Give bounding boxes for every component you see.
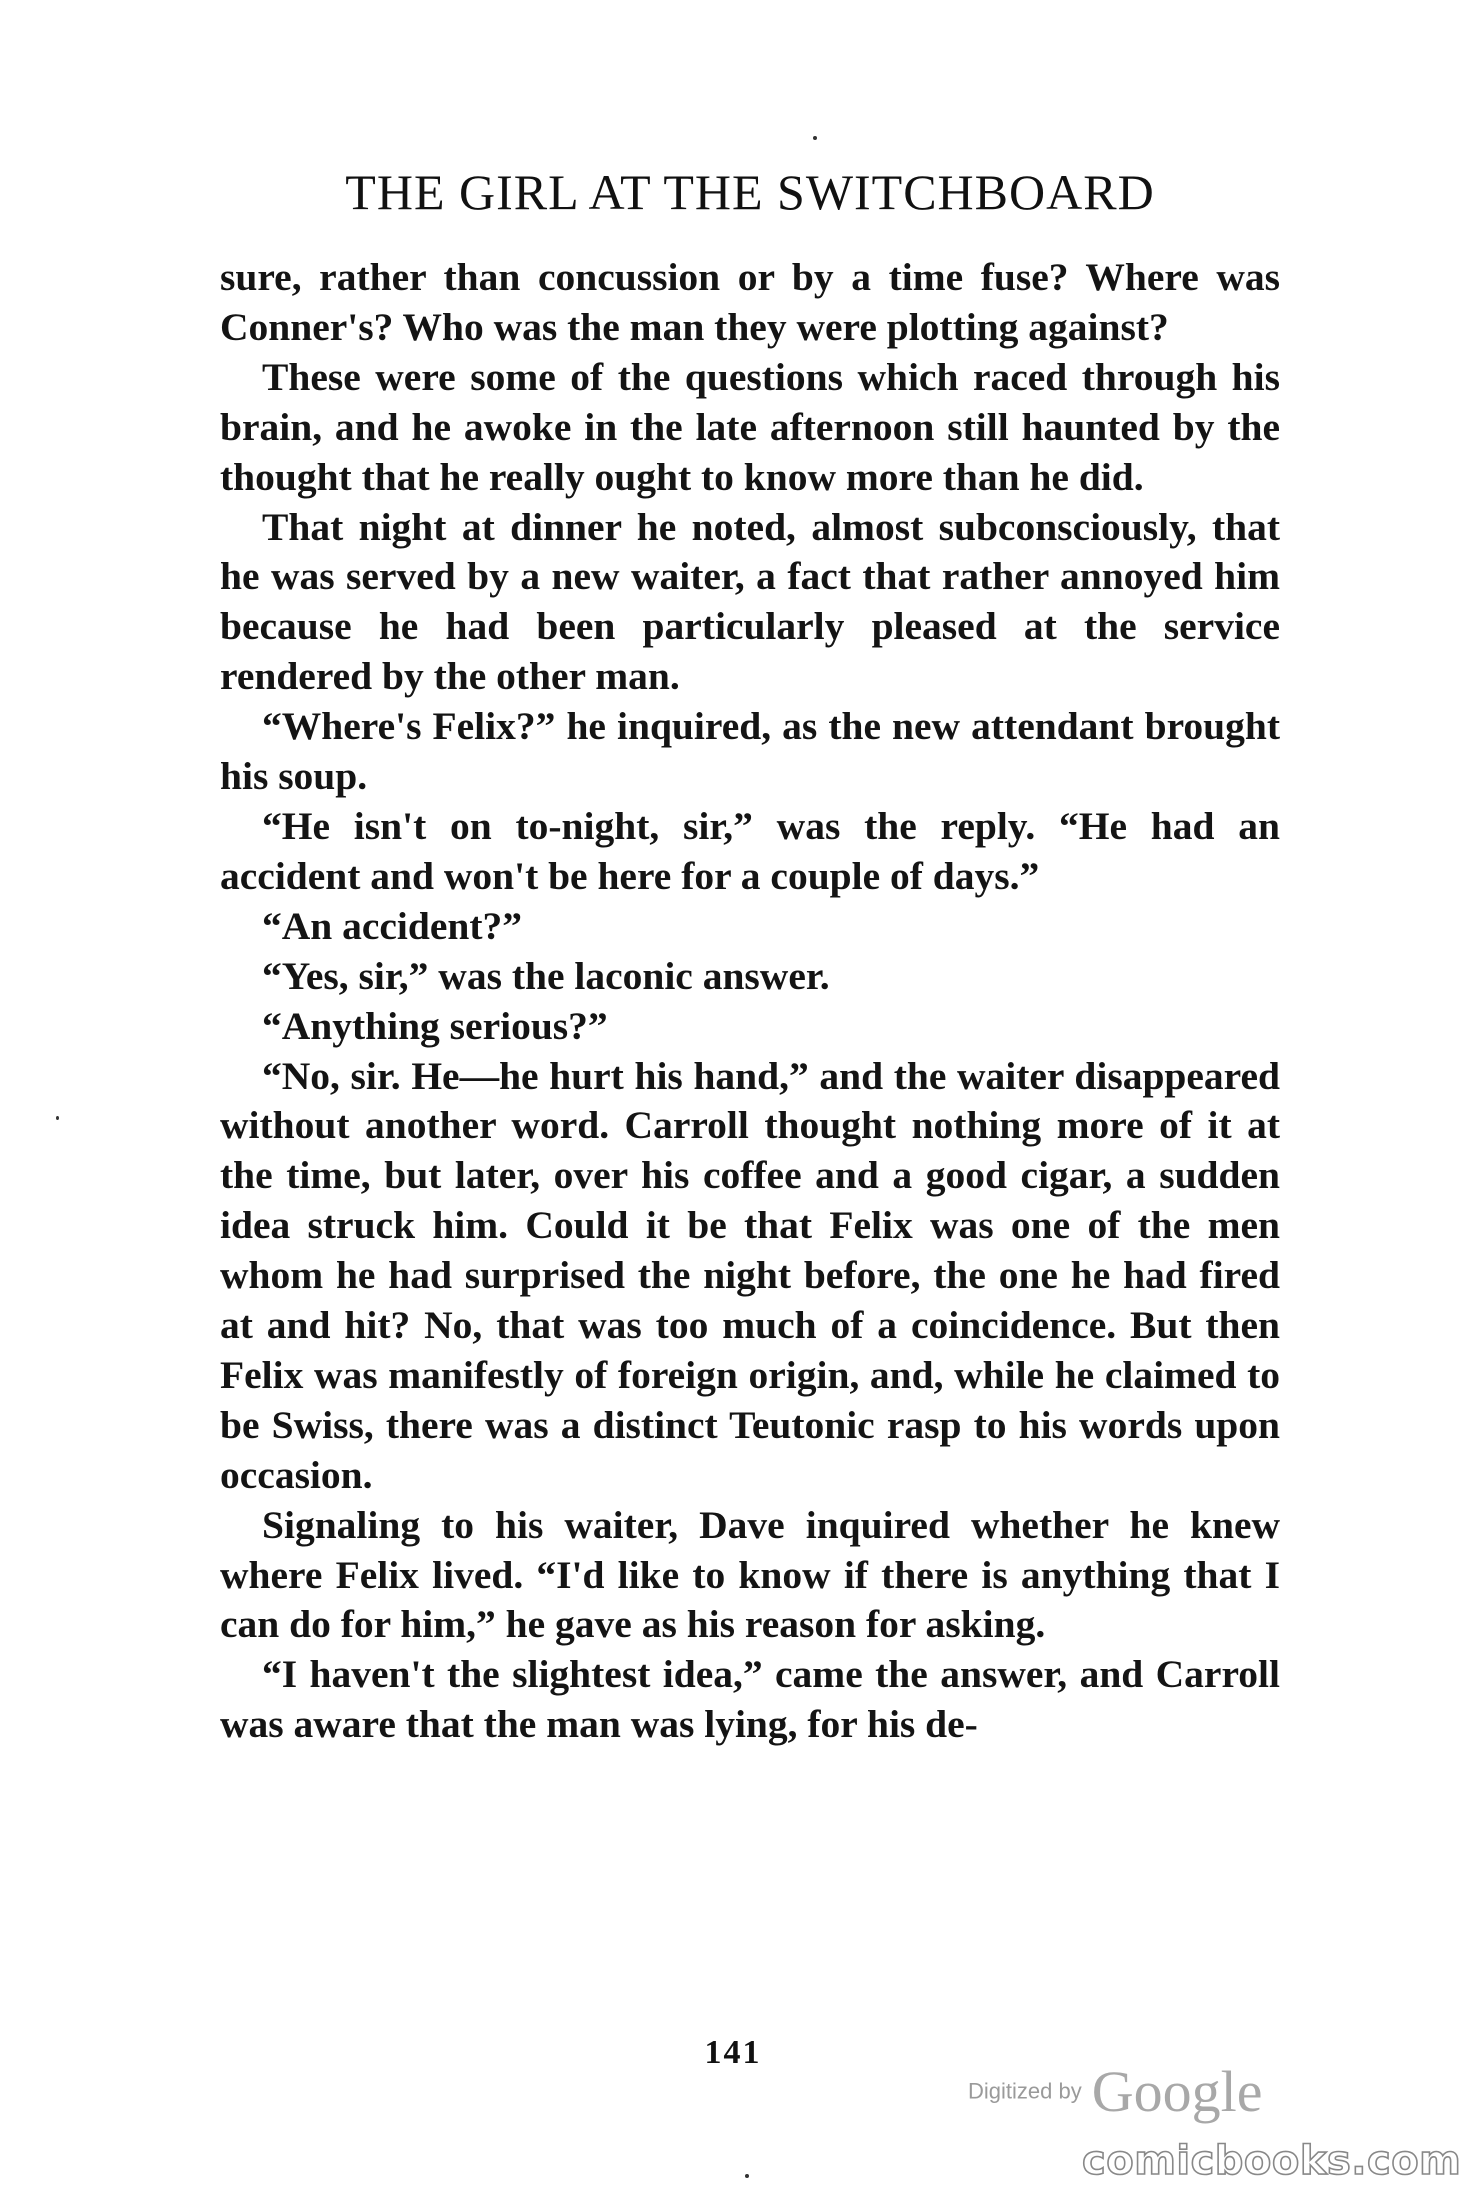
google-logo: Google	[1091, 2059, 1263, 2124]
digitized-prefix: Digitized by	[968, 2078, 1082, 2104]
page-number: 141	[704, 2034, 762, 2071]
paragraph: That night at dinner he noted, almost subconsciously, that he was served by a new waiter, a fact that rather annoyed him because he had been particularly pleased at the service rendered by the other man.	[220, 504, 1280, 699]
paragraph: These were some of the questions which raced through his brain, and he awoke in the late afternoon still haunted by the thought that he really ought to know more than he did.	[220, 354, 1280, 499]
digitized-by-google-mark	[968, 2058, 1262, 2125]
print-speck	[813, 136, 817, 140]
body-text	[220, 253, 1280, 1750]
paragraph: “Where's Felix?” he inquired, as the new attendant brought his soup.	[220, 704, 1280, 799]
paragraph: Signaling to his waiter, Dave inquired whether he knew where Felix lived. “I'd like to know if there is anything that I can do for him,” he gave as his reason for asking.	[220, 1502, 1280, 1647]
print-speck	[745, 2174, 749, 2178]
paragraph: “Anything serious?”	[262, 1003, 608, 1048]
paragraph: sure, rather than concussion or by a time fuse? Where was Conner's? Who was the man they were plotting against?	[220, 255, 1280, 349]
site-watermark: comicbooks.com	[1082, 2138, 1462, 2184]
paragraph: “No, sir. He—he hurt his hand,” and the waiter disappeared without another word. Carroll thought nothing more of it at the time, but later, over his coffee and a good cigar, a sudden idea struck him. Could it be that Felix was one of the men whom he had surprised the night before, the one he had fired at and hit? No, that was too much of a coincidence. But then Felix was manifestly of foreign origin, and, while he claimed to be Swiss, there was a distinct Teutonic rasp to his words upon occasion.	[220, 1053, 1280, 1497]
paragraph: “Yes, sir,” was the laconic answer.	[262, 953, 830, 998]
paragraph: “He isn't on to-night, sir,” was the reply. “He had an accident and won't be here for a couple of days.”	[220, 803, 1280, 898]
print-speck	[56, 1116, 59, 1120]
paragraph: “I haven't the slightest idea,” came the answer, and Carroll was aware that the man was lying, for his de-	[220, 1652, 1280, 1747]
running-head: THE GIRL AT THE SWITCHBOARD	[345, 164, 1155, 220]
paragraph: “An accident?”	[262, 903, 523, 948]
